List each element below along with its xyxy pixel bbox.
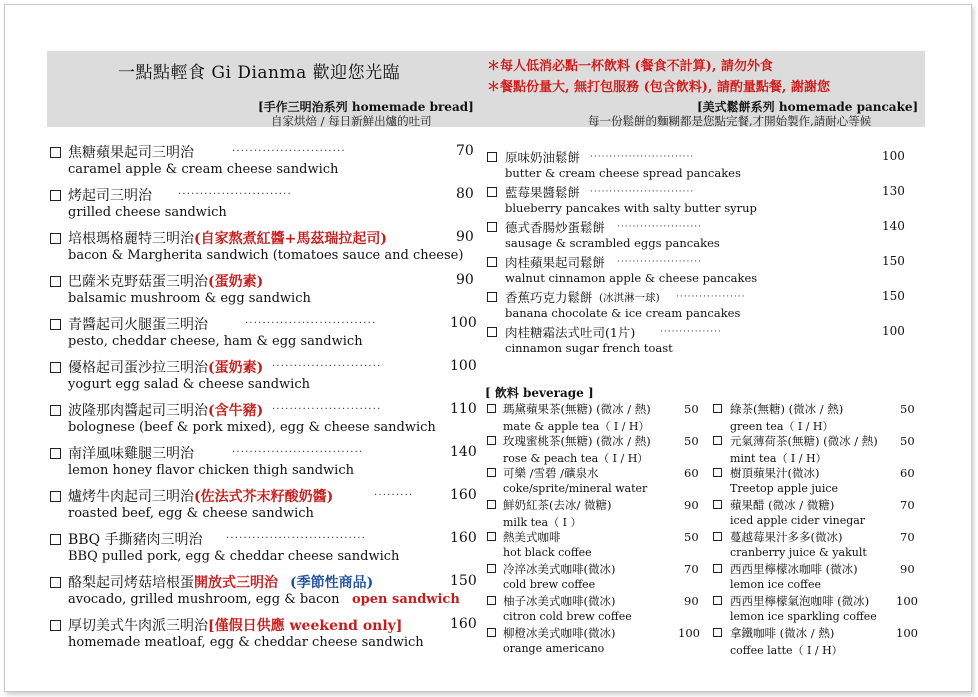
beverage-price: 90	[900, 562, 915, 576]
beverage-price: 100	[678, 626, 700, 640]
item-tag: (蛋奶素)	[208, 360, 264, 376]
order-checkbox[interactable]	[487, 532, 496, 541]
item-name-zh: BBQ 手撕豬肉三明治	[68, 532, 203, 548]
beverage-price: 100	[896, 626, 918, 640]
beverage-name-zh: 拿鐵咖啡 (微冰 / 熱)	[730, 626, 835, 640]
order-checkbox[interactable]	[50, 147, 61, 158]
leader-dots: ·························	[272, 361, 382, 372]
order-checkbox[interactable]	[713, 596, 722, 605]
item-name-zh: 優格起司蛋沙拉三明治	[68, 360, 208, 376]
order-checkbox[interactable]	[50, 362, 61, 373]
leader-dots: ······························	[232, 447, 364, 458]
beverage-price: 50	[684, 530, 699, 544]
item-price: 140	[450, 444, 477, 460]
beverage-price: 90	[684, 594, 699, 608]
item-name-zh: 爐烤牛肉起司三明治	[68, 489, 194, 505]
order-checkbox[interactable]	[713, 628, 722, 637]
leader-dots: ·························	[272, 404, 382, 415]
item-price: 110	[450, 401, 477, 417]
beverage-name-en: mate & apple tea（ I / H）	[503, 420, 650, 433]
leader-dots: ··························	[178, 189, 292, 200]
order-checkbox[interactable]	[713, 500, 722, 509]
item-price: 160	[450, 616, 477, 632]
order-checkbox[interactable]	[50, 405, 61, 416]
item-price: 80	[456, 186, 474, 202]
item-name-zh: 烤起司三明治	[68, 188, 152, 204]
order-checkbox[interactable]	[487, 257, 497, 267]
order-checkbox[interactable]	[487, 222, 497, 232]
pancake-section-subheading: 每一份鬆餅的麵糊都是您點完餐,才開始製作,請耐心等候	[588, 114, 872, 128]
item-price: 70	[456, 143, 474, 159]
item-name-zh: 德式香腸炒蛋鬆餅	[505, 220, 606, 235]
order-checkbox[interactable]	[487, 564, 496, 573]
sandwich-section-heading: [手作三明治系列 homemade bread]	[258, 100, 474, 114]
order-checkbox[interactable]	[487, 187, 497, 197]
item-name-zh: 藍莓果醬鬆餅	[505, 185, 581, 200]
leader-dots: ················	[660, 327, 722, 337]
beverage-name-en: Treetop apple juice	[730, 482, 839, 495]
beverage-name-zh: 玫瑰蜜桃茶(無糖) (微冰 / 熱)	[503, 434, 651, 448]
beverage-name-zh: 綠茶(無糖) (微冰 / 熱)	[730, 402, 844, 416]
beverage-name-en: iced apple cider vinegar	[730, 514, 866, 527]
beverage-name-en: cold brew coffee	[503, 578, 596, 591]
item-name-zh: 原味奶油鬆餅	[505, 150, 581, 165]
order-checkbox[interactable]	[713, 564, 722, 573]
item-name-en: walnut cinnamon apple & cheese pancakes	[505, 271, 758, 285]
order-checkbox[interactable]	[713, 468, 722, 477]
item-name-en: lemon honey flavor chicken thigh sandwich	[68, 463, 354, 478]
beverage-name-zh: 西西里檸檬冰咖啡 (微冰)	[730, 562, 858, 576]
item-name-en: blueberry pancakes with salty butter syrup	[505, 201, 757, 215]
order-checkbox[interactable]	[713, 404, 722, 413]
item-name-en: butter & cream cheese spread pancakes	[505, 166, 741, 180]
order-checkbox[interactable]	[50, 190, 61, 201]
item-name-zh: 酪梨起司烤菇培根蛋	[68, 575, 194, 591]
beverage-name-en: lemon ice coffee	[730, 578, 821, 591]
order-checkbox[interactable]	[50, 233, 61, 244]
item-name-en: BBQ pulled pork, egg & cheddar cheese sandwich	[68, 549, 400, 564]
item-price: 150	[882, 254, 905, 268]
item-en-tag: open sandwich	[352, 592, 460, 607]
item-tag: [僅假日供應 weekend only]	[208, 618, 403, 634]
item-name-zh: 青醬起司火腿蛋三明治	[68, 317, 208, 333]
beverage-name-zh: 元氣薄荷茶(無糖) (微冰 / 熱)	[730, 434, 878, 448]
order-checkbox[interactable]	[487, 292, 497, 302]
leader-dots: ··················	[676, 292, 746, 302]
beverage-heading: [ 飲料 beverage ]	[485, 386, 594, 400]
beverage-price: 50	[900, 434, 915, 448]
beverage-price: 50	[900, 402, 915, 416]
beverage-name-en: mint tea（ I / H）	[730, 452, 827, 465]
beverage-name-en: citron cold brew coffee	[503, 610, 632, 623]
item-name-en: avocado, grilled mushroom, egg & bacon	[68, 592, 340, 607]
beverage-price: 100	[896, 594, 918, 608]
item-name-en: cinnamon sugar french toast	[505, 341, 673, 355]
item-name-en: yogurt egg salad & cheese sandwich	[68, 377, 310, 392]
beverage-name-en: milk tea（ I ）	[503, 516, 582, 529]
beverage-name-zh: 鮮奶紅茶(去冰/ 微糖)	[503, 498, 612, 512]
item-name-en: pesto, cheddar cheese, ham & egg sandwich	[68, 334, 363, 349]
beverage-name-en: hot black coffee	[503, 546, 592, 559]
beverage-price: 50	[684, 434, 699, 448]
item-price: 100	[450, 315, 477, 331]
beverage-name-en: coffee latte（ I / H）	[730, 644, 843, 657]
item-tag: (自家熬煮紅醬+馬茲瑞拉起司)	[194, 231, 387, 247]
item-name-en: banana chocolate & ice cream pancakes	[505, 306, 741, 320]
item-name-en: homemade meatloaf, egg & cheddar cheese sandwich	[68, 635, 424, 650]
beverage-name-zh: 可樂 /雪碧 /礦泉水	[503, 466, 599, 480]
order-checkbox[interactable]	[713, 436, 722, 445]
order-checkbox[interactable]	[50, 448, 61, 459]
item-name-zh: 波隆那肉醬起司三明治	[68, 403, 208, 419]
beverage-price: 70	[900, 530, 915, 544]
item-price: 160	[450, 530, 477, 546]
item-tag: (含牛豬)	[208, 403, 264, 419]
item-price: 100	[882, 324, 905, 338]
beverage-price: 60	[684, 466, 699, 480]
order-checkbox[interactable]	[50, 577, 61, 588]
item-note: (冰淇淋一球)	[599, 292, 660, 304]
item-price: 160	[450, 487, 477, 503]
notice-no-takeaway: ＊餐點份量大, 無打包服務 (包含飲料), 請酌量點餐, 謝謝您	[487, 80, 830, 95]
item-name-zh: 培根瑪格麗特三明治	[68, 231, 194, 247]
beverage-price: 90	[684, 498, 699, 512]
order-checkbox[interactable]	[487, 500, 496, 509]
leader-dots: ···························	[590, 152, 695, 162]
item-name-en: sausage & scrambled eggs pancakes	[505, 236, 720, 250]
order-checkbox[interactable]	[487, 436, 496, 445]
beverage-price: 70	[684, 562, 699, 576]
beverage-name-en: coke/sprite/mineral water	[503, 482, 648, 495]
beverage-name-zh: 冷淬冰美式咖啡(微冰)	[503, 562, 616, 576]
item-price: 100	[450, 358, 477, 374]
beverage-name-en: orange americano	[503, 642, 605, 655]
item-name-zh: 肉桂糖霜法式吐司(1片)	[505, 325, 636, 340]
notice-min-order: ＊每人低消必點一杯飲料 (餐食不計算), 請勿外食	[487, 59, 773, 74]
item-name-en: balsamic mushroom & egg sandwich	[68, 291, 311, 306]
leader-dots: ······························	[245, 318, 377, 329]
item-name-zh: 厚切美式牛肉派三明治	[68, 618, 208, 634]
order-checkbox[interactable]	[487, 596, 496, 605]
beverage-name-zh: 蔓越莓果汁多多(微冰)	[730, 530, 843, 544]
leader-dots: ·········	[374, 490, 414, 501]
item-price: 140	[882, 219, 905, 233]
leader-dots: ································	[226, 533, 367, 544]
item-price: 150	[882, 289, 905, 303]
order-checkbox[interactable]	[487, 152, 497, 162]
order-checkbox[interactable]	[487, 404, 496, 413]
item-price: 150	[450, 573, 477, 589]
beverage-price: 70	[900, 498, 915, 512]
beverage-name-en: green tea（ I / H）	[730, 420, 834, 433]
pancake-section-heading: [美式鬆餅系列 homemade pancake]	[697, 100, 919, 114]
item-name-zh: 肉桂蘋果起司鬆餅	[505, 255, 606, 270]
beverage-name-zh: 柚子冰美式咖啡(微冰)	[503, 594, 616, 608]
leader-dots: ···························	[590, 187, 695, 197]
order-checkbox[interactable]	[487, 628, 496, 637]
leader-dots: ··························	[232, 146, 346, 157]
item-price: 90	[456, 272, 474, 288]
beverage-name-en: lemon ice sparkling coffee	[730, 610, 877, 623]
order-checkbox[interactable]	[50, 534, 61, 545]
beverage-name-zh: 西西里檸檬氣泡咖啡 (微冰)	[730, 594, 870, 608]
item-name-en: bolognese (beef & pork mixed), egg & cheese sandwich	[68, 420, 436, 435]
order-checkbox[interactable]	[50, 276, 61, 287]
beverage-name-zh: 樹頂蘋果汁(微冰)	[730, 466, 820, 480]
item-name-en: caramel apple & cream cheese sandwich	[68, 162, 339, 177]
order-checkbox[interactable]	[50, 491, 61, 502]
beverage-name-en: rose & peach tea（ I / H）	[503, 452, 649, 465]
item-name-en: bacon & Margherita sandwich (tomatoes sauce and cheese)	[68, 248, 464, 263]
item-tag: (蛋奶素)	[208, 274, 264, 290]
item-name-zh: 香蕉巧克力鬆餅	[505, 290, 593, 305]
item-tag: 開放式三明治	[194, 575, 278, 591]
sandwich-section-subheading: 自家烘焙 / 每日新鮮出爐的吐司	[271, 114, 432, 128]
beverage-name-zh: 柳橙冰美式咖啡(微冰)	[503, 626, 616, 640]
beverage-name-zh: 瑪黛蘋果茶(無糖) (微冰 / 熱)	[503, 402, 651, 416]
beverage-name-zh: 蘋果醋 (微冰 / 微糖)	[730, 498, 835, 512]
beverage-price: 50	[684, 402, 699, 416]
menu-title: 一點點輕食 Gi Dianma 歡迎您光臨	[118, 63, 401, 83]
leader-dots: ······················	[617, 257, 702, 267]
item-price: 90	[456, 229, 474, 245]
order-checkbox[interactable]	[713, 532, 722, 541]
item-name-zh: 巴薩米克野菇蛋三明治	[68, 274, 208, 290]
item-seasonal-tag: (季節性商品)	[290, 575, 374, 591]
item-price: 130	[882, 184, 905, 198]
order-checkbox[interactable]	[50, 620, 61, 631]
item-name-zh: 焦糖蘋果起司三明治	[68, 145, 194, 161]
leader-dots: ······················	[617, 222, 702, 232]
beverage-name-zh: 熱美式咖啡	[503, 530, 561, 544]
item-price: 100	[882, 149, 905, 163]
order-checkbox[interactable]	[487, 327, 497, 337]
order-checkbox[interactable]	[487, 468, 496, 477]
item-name-zh: 南洋風味雞腿三明治	[68, 446, 194, 462]
order-checkbox[interactable]	[50, 319, 61, 330]
item-tag: (佐法式芥末籽酸奶醬)	[194, 489, 334, 505]
beverage-name-en: cranberry juice & yakult	[730, 546, 867, 559]
item-name-en: grilled cheese sandwich	[68, 205, 227, 220]
item-name-en: roasted beef, egg & cheese sandwich	[68, 506, 314, 521]
beverage-price: 60	[900, 466, 915, 480]
